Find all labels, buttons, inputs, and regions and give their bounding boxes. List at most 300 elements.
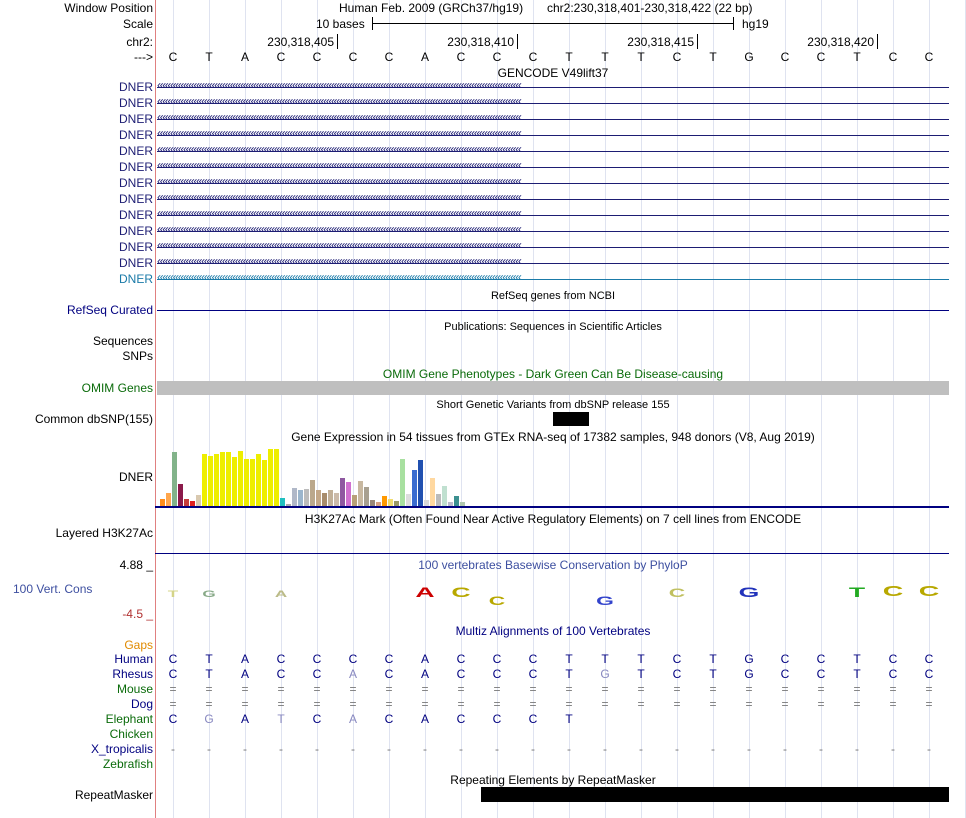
coordinate-tick	[517, 34, 518, 49]
gencode-transcript-line[interactable]	[157, 174, 949, 189]
multiz-base: G	[744, 667, 754, 681]
phylop-letter-glyph: C	[918, 583, 940, 600]
refseq-label[interactable]: RefSeq Curated	[66, 303, 153, 317]
multiz-base: =	[313, 697, 321, 711]
gencode-transcript-line[interactable]	[157, 158, 949, 173]
multiz-base: =	[493, 682, 501, 696]
phylop-letter[interactable]	[447, 584, 475, 600]
phylop-letter[interactable]	[195, 589, 223, 599]
gencode-transcript-label[interactable]: DNER	[118, 96, 153, 110]
gencode-transcript-label[interactable]: DNER	[118, 80, 153, 94]
multiz-base: C	[312, 667, 322, 681]
multiz-base: =	[637, 697, 645, 711]
coordinate-tick	[877, 34, 878, 49]
multiz-base: -	[279, 742, 283, 756]
gencode-transcript-label[interactable]: DNER	[118, 112, 153, 126]
multiz-base: A	[420, 667, 430, 681]
multiz-base: T	[565, 667, 573, 681]
multiz-base: C	[384, 652, 394, 666]
multiz-base: -	[891, 742, 895, 756]
publications-label[interactable]: Sequences	[92, 334, 153, 348]
gencode-strand-arrows: ‹‹‹‹‹‹‹‹‹‹‹‹‹‹‹‹‹‹‹‹‹‹‹‹‹‹‹‹‹‹‹‹‹‹‹‹‹‹‹‹‹‹‹‹‹‹‹‹‹‹‹‹‹‹‹‹‹‹‹‹‹‹‹‹‹‹‹‹‹‹‹‹‹‹‹‹‹‹‹‹‹‹‹‹‹‹‹‹‹‹‹‹‹‹‹‹‹‹‹‹‹‹‹‹‹‹‹‹‹‹‹‹‹‹‹‹‹‹‹‹‹‹‹‹‹‹‹‹‹‹‹‹‹‹‹‹‹‹‹‹	[157, 126, 521, 140]
gencode-transcript-line[interactable]	[157, 94, 949, 109]
multiz-base: C	[492, 652, 502, 666]
multiz-base: C	[780, 667, 790, 681]
multiz-base: -	[423, 742, 427, 756]
gencode-transcript-line[interactable]	[157, 254, 949, 269]
multiz-base: =	[313, 682, 321, 696]
scale-bar-right-tick	[733, 17, 734, 30]
gtex-tissue-bar[interactable]	[292, 488, 297, 506]
phylop-track-title[interactable]: 100 vertebrates Basewise Conservation by PhyloP	[418, 558, 688, 572]
gtex-tissue-bar[interactable]	[160, 499, 165, 506]
multiz-base: A	[348, 712, 358, 726]
multiz-base: =	[853, 682, 861, 696]
reference-base: T	[853, 50, 861, 64]
multiz-base: =	[421, 682, 429, 696]
multiz-base: C	[384, 712, 394, 726]
multiz-species-label[interactable]: Dog	[130, 697, 153, 711]
gencode-transcript-line[interactable]	[157, 126, 949, 141]
multiz-base: C	[672, 652, 682, 666]
reference-base: T	[205, 50, 213, 64]
h3k27ac-label[interactable]: Layered H3K27Ac	[55, 526, 153, 540]
gtex-tissue-bar[interactable]	[418, 460, 423, 506]
multiz-base: -	[315, 742, 319, 756]
phylop-letter-glyph: T	[848, 584, 866, 600]
gencode-transcript-label[interactable]: DNER	[118, 160, 153, 174]
gencode-transcript-line[interactable]	[157, 190, 949, 205]
refseq-line	[157, 310, 949, 311]
multiz-base: T	[565, 652, 573, 666]
multiz-base: C	[312, 712, 322, 726]
multiz-base: =	[673, 697, 681, 711]
multiz-base: -	[639, 742, 643, 756]
reference-base: T	[565, 50, 573, 64]
gtex-tissue-bar[interactable]	[232, 457, 237, 506]
gtex-tissue-bar[interactable]	[238, 451, 243, 506]
gtex-tissue-bar[interactable]	[244, 459, 249, 506]
phylop-ymax: 4.88 _	[119, 558, 153, 572]
multiz-base: A	[420, 652, 430, 666]
multiz-base: T	[709, 667, 717, 681]
gtex-tissue-bar[interactable]	[214, 454, 219, 506]
multiz-base: =	[637, 682, 645, 696]
multiz-base: C	[492, 667, 502, 681]
multiz-base: -	[675, 742, 679, 756]
position-text: chr2:230,318,401-230,318,422 (22 bp)	[547, 1, 753, 15]
phylop-letter[interactable]	[915, 583, 943, 600]
gtex-tissue-bar[interactable]	[442, 486, 447, 506]
gtex-tissue-bar[interactable]	[412, 470, 417, 506]
multiz-base: =	[709, 682, 717, 696]
multiz-species-label[interactable]: Mouse	[116, 682, 153, 696]
gencode-strand-arrows: ‹‹‹‹‹‹‹‹‹‹‹‹‹‹‹‹‹‹‹‹‹‹‹‹‹‹‹‹‹‹‹‹‹‹‹‹‹‹‹‹‹‹‹‹‹‹‹‹‹‹‹‹‹‹‹‹‹‹‹‹‹‹‹‹‹‹‹‹‹‹‹‹‹‹‹‹‹‹‹‹‹‹‹‹‹‹‹‹‹‹‹‹‹‹‹‹‹‹‹‹‹‹‹‹‹‹‹‹‹‹‹‹‹‹‹‹‹‹‹‹‹‹‹‹‹‹‹‹‹‹‹‹‹‹‹‹‹‹‹‹	[157, 142, 521, 156]
gtex-tissue-bar[interactable]	[274, 449, 279, 506]
multiz-base: =	[385, 682, 393, 696]
phylop-letter-glyph: A	[274, 589, 288, 599]
phylop-letter-glyph: C	[882, 583, 904, 600]
multiz-base: -	[171, 742, 175, 756]
coordinate-label: 230,318,405	[267, 35, 334, 49]
multiz-base: C	[816, 652, 826, 666]
multiz-base: =	[493, 697, 501, 711]
multiz-base: -	[783, 742, 787, 756]
multiz-base: A	[420, 712, 430, 726]
reference-base: T	[601, 50, 609, 64]
multiz-base: C	[348, 652, 358, 666]
multiz-base: =	[817, 682, 825, 696]
multiz-base: =	[277, 697, 285, 711]
scale-db: hg19	[742, 17, 769, 31]
phylop-ymin: -4.5 _	[122, 607, 153, 621]
gencode-strand-arrows: ‹‹‹‹‹‹‹‹‹‹‹‹‹‹‹‹‹‹‹‹‹‹‹‹‹‹‹‹‹‹‹‹‹‹‹‹‹‹‹‹‹‹‹‹‹‹‹‹‹‹‹‹‹‹‹‹‹‹‹‹‹‹‹‹‹‹‹‹‹‹‹‹‹‹‹‹‹‹‹‹‹‹‹‹‹‹‹‹‹‹‹‹‹‹‹‹‹‹‹‹‹‹‹‹‹‹‹‹‹‹‹‹‹‹‹‹‹‹‹‹‹‹‹‹‹‹‹‹‹‹‹‹‹‹‹‹‹‹‹‹	[157, 190, 521, 204]
multiz-base: C	[816, 667, 826, 681]
multiz-base: -	[495, 742, 499, 756]
gtex-tissue-bar[interactable]	[400, 459, 405, 506]
gtex-tissue-bar[interactable]	[268, 449, 273, 506]
assembly-name: Human Feb. 2009 (GRCh37/hg19)	[339, 1, 524, 15]
multiz-base: C	[384, 667, 394, 681]
multiz-base: =	[889, 682, 897, 696]
gencode-transcript-label[interactable]: DNER	[118, 192, 153, 206]
data-area-left-border	[155, 0, 156, 818]
multiz-base: A	[348, 667, 358, 681]
gtex-tissue-bar[interactable]	[352, 495, 357, 506]
gencode-transcript-line[interactable]	[157, 78, 949, 93]
multiz-base: C	[456, 667, 466, 681]
gaps-label: Gaps	[124, 638, 153, 652]
repeatmasker-element[interactable]	[481, 787, 949, 802]
gencode-transcript-line[interactable]	[157, 142, 949, 157]
multiz-species-label[interactable]: Zebrafish	[102, 757, 153, 771]
gtex-tissue-bar[interactable]	[430, 478, 435, 506]
multiz-base: T	[637, 667, 645, 681]
gencode-transcript-label[interactable]: DNER	[118, 144, 153, 158]
multiz-base: -	[207, 742, 211, 756]
phylop-letter[interactable]	[591, 594, 619, 608]
multiz-base: =	[817, 697, 825, 711]
gtex-tissue-bar[interactable]	[382, 496, 387, 506]
gencode-strand-arrows: ‹‹‹‹‹‹‹‹‹‹‹‹‹‹‹‹‹‹‹‹‹‹‹‹‹‹‹‹‹‹‹‹‹‹‹‹‹‹‹‹‹‹‹‹‹‹‹‹‹‹‹‹‹‹‹‹‹‹‹‹‹‹‹‹‹‹‹‹‹‹‹‹‹‹‹‹‹‹‹‹‹‹‹‹‹‹‹‹‹‹‹‹‹‹‹‹‹‹‹‹‹‹‹‹‹‹‹‹‹‹‹‹‹‹‹‹‹‹‹‹‹‹‹‹‹‹‹‹‹‹‹‹‹‹‹‹‹‹‹‹	[157, 94, 521, 108]
multiz-base: T	[205, 652, 213, 666]
gtex-tissue-bar[interactable]	[184, 499, 189, 506]
gtex-tissue-bar[interactable]	[388, 499, 393, 506]
multiz-base: C	[924, 667, 934, 681]
multiz-base: -	[459, 742, 463, 756]
multiz-base: T	[709, 652, 717, 666]
multiz-base: =	[853, 697, 861, 711]
multiz-base: =	[385, 697, 393, 711]
refseq-track-title[interactable]: RefSeq genes from NCBI	[490, 290, 616, 302]
multiz-base: -	[531, 742, 535, 756]
multiz-species-label[interactable]: Chicken	[109, 727, 153, 741]
gtex-tissue-bar[interactable]	[256, 454, 261, 506]
coordinate-label: 230,318,415	[627, 35, 694, 49]
gtex-tissue-bar[interactable]	[406, 494, 411, 506]
gtex-tissue-bar[interactable]	[250, 459, 255, 506]
multiz-base: =	[601, 682, 609, 696]
gtex-tissue-bar[interactable]	[346, 482, 351, 506]
h3k27ac-track-title[interactable]: H3K27Ac Mark (Often Found Near Active Regulatory Elements) on 7 cell lines from ENCODE	[304, 512, 802, 526]
multiz-base: A	[240, 712, 250, 726]
multiz-base: G	[204, 712, 214, 726]
multiz-base: C	[168, 652, 178, 666]
multiz-base: =	[565, 697, 573, 711]
multiz-base: A	[240, 667, 250, 681]
gencode-transcript-line[interactable]	[157, 238, 949, 253]
multiz-base: =	[673, 682, 681, 696]
gtex-track-title[interactable]: Gene Expression in 54 tissues from GTEx RNA-seq of 17382 samples, 948 donors (V8, Aug 2019)	[291, 430, 815, 444]
gencode-strand-arrows: ‹‹‹‹‹‹‹‹‹‹‹‹‹‹‹‹‹‹‹‹‹‹‹‹‹‹‹‹‹‹‹‹‹‹‹‹‹‹‹‹‹‹‹‹‹‹‹‹‹‹‹‹‹‹‹‹‹‹‹‹‹‹‹‹‹‹‹‹‹‹‹‹‹‹‹‹‹‹‹‹‹‹‹‹‹‹‹‹‹‹‹‹‹‹‹‹‹‹‹‹‹‹‹‹‹‹‹‹‹‹‹‹‹‹‹‹‹‹‹‹‹‹‹‹‹‹‹‹‹‹‹‹‹‹‹‹‹‹‹‹	[157, 110, 521, 124]
gtex-tissue-bar[interactable]	[262, 460, 267, 506]
multiz-base: =	[205, 682, 213, 696]
gencode-transcript-label[interactable]: DNER	[118, 272, 153, 286]
phylop-letter-glyph: G	[596, 594, 614, 608]
multiz-base: =	[349, 682, 357, 696]
multiz-base: C	[888, 667, 898, 681]
reference-base: C	[348, 50, 358, 64]
publications-track-title[interactable]: Publications: Sequences in Scientific Articles	[444, 321, 662, 333]
multiz-base: =	[781, 697, 789, 711]
gencode-transcript-label[interactable]: DNER	[118, 224, 153, 238]
multiz-base: =	[565, 682, 573, 696]
multiz-base: =	[745, 682, 753, 696]
multiz-base: C	[168, 712, 178, 726]
reference-base: C	[312, 50, 322, 64]
multiz-base: T	[853, 667, 861, 681]
multiz-base: =	[169, 682, 177, 696]
gtex-tissue-bar[interactable]	[310, 480, 315, 506]
multiz-track-title[interactable]: Multiz Alignments of 100 Vertebrates	[455, 624, 651, 638]
multiz-base: =	[421, 697, 429, 711]
multiz-base: =	[457, 697, 465, 711]
reference-base: A	[420, 50, 430, 64]
multiz-base: =	[925, 697, 933, 711]
gtex-tissue-bar[interactable]	[178, 484, 183, 506]
multiz-species-label[interactable]: Elephant	[105, 712, 153, 726]
reference-base: A	[240, 50, 250, 64]
dbsnp-label[interactable]: Common dbSNP(155)	[34, 412, 153, 426]
repeatmasker-label[interactable]: RepeatMasker	[74, 788, 153, 802]
multiz-base: G	[600, 667, 610, 681]
scale-bar	[372, 23, 734, 24]
gtex-tissue-bar[interactable]	[298, 490, 303, 506]
gencode-transcript-line[interactable]	[157, 110, 949, 125]
reference-base: C	[456, 50, 466, 64]
multiz-base: C	[672, 667, 682, 681]
multiz-base: -	[711, 742, 715, 756]
gencode-strand-arrows: ‹‹‹‹‹‹‹‹‹‹‹‹‹‹‹‹‹‹‹‹‹‹‹‹‹‹‹‹‹‹‹‹‹‹‹‹‹‹‹‹‹‹‹‹‹‹‹‹‹‹‹‹‹‹‹‹‹‹‹‹‹‹‹‹‹‹‹‹‹‹‹‹‹‹‹‹‹‹‹‹‹‹‹‹‹‹‹‹‹‹‹‹‹‹‹‹‹‹‹‹‹‹‹‹‹‹‹‹‹‹‹‹‹‹‹‹‹‹‹‹‹‹‹‹‹‹‹‹‹‹‹‹‹‹‹‹‹‹‹‹	[157, 174, 521, 188]
multiz-base: =	[205, 697, 213, 711]
multiz-species-label[interactable]: Human	[114, 652, 153, 666]
phylop-letter-glyph: C	[451, 584, 471, 600]
multiz-base: =	[241, 697, 249, 711]
phylop-letter[interactable]	[483, 594, 511, 608]
phylop-letter[interactable]	[735, 584, 763, 600]
multiz-base: G	[744, 652, 754, 666]
multiz-base: -	[387, 742, 391, 756]
gtex-tissue-bar[interactable]	[364, 487, 369, 506]
h3k27ac-baseline	[155, 553, 949, 554]
gencode-strand-arrows: ‹‹‹‹‹‹‹‹‹‹‹‹‹‹‹‹‹‹‹‹‹‹‹‹‹‹‹‹‹‹‹‹‹‹‹‹‹‹‹‹‹‹‹‹‹‹‹‹‹‹‹‹‹‹‹‹‹‹‹‹‹‹‹‹‹‹‹‹‹‹‹‹‹‹‹‹‹‹‹‹‹‹‹‹‹‹‹‹‹‹‹‹‹‹‹‹‹‹‹‹‹‹‹‹‹‹‹‹‹‹‹‹‹‹‹‹‹‹‹‹‹‹‹‹‹‹‹‹‹‹‹‹‹‹‹‹‹‹‹‹	[157, 222, 521, 236]
gtex-tissue-bar[interactable]	[220, 452, 225, 506]
multiz-base: =	[601, 697, 609, 711]
multiz-base: -	[243, 742, 247, 756]
reference-base: C	[780, 50, 790, 64]
multiz-base: -	[855, 742, 859, 756]
multiz-base: =	[241, 682, 249, 696]
multiz-base: =	[709, 697, 717, 711]
reference-base: C	[276, 50, 286, 64]
multiz-base: C	[924, 652, 934, 666]
multiz-base: C	[456, 652, 466, 666]
gtex-tissue-bar[interactable]	[304, 489, 309, 506]
multiz-base: C	[528, 712, 538, 726]
reference-base: C	[528, 50, 538, 64]
reference-base: C	[492, 50, 502, 64]
multiz-base: -	[351, 742, 355, 756]
scale-bar-left-tick	[372, 17, 373, 30]
gtex-tissue-bar[interactable]	[196, 495, 201, 506]
gtex-tissue-bar[interactable]	[334, 493, 339, 506]
gencode-strand-arrows: ‹‹‹‹‹‹‹‹‹‹‹‹‹‹‹‹‹‹‹‹‹‹‹‹‹‹‹‹‹‹‹‹‹‹‹‹‹‹‹‹‹‹‹‹‹‹‹‹‹‹‹‹‹‹‹‹‹‹‹‹‹‹‹‹‹‹‹‹‹‹‹‹‹‹‹‹‹‹‹‹‹‹‹‹‹‹‹‹‹‹‹‹‹‹‹‹‹‹‹‹‹‹‹‹‹‹‹‹‹‹‹‹‹‹‹‹‹‹‹‹‹‹‹‹‹‹‹‹‹‹‹‹‹‹‹‹‹‹‹‹	[157, 254, 521, 268]
reference-base: C	[168, 50, 178, 64]
multiz-base: T	[277, 712, 285, 726]
coordinate-label: 230,318,420	[807, 35, 874, 49]
gencode-strand-arrows: ‹‹‹‹‹‹‹‹‹‹‹‹‹‹‹‹‹‹‹‹‹‹‹‹‹‹‹‹‹‹‹‹‹‹‹‹‹‹‹‹‹‹‹‹‹‹‹‹‹‹‹‹‹‹‹‹‹‹‹‹‹‹‹‹‹‹‹‹‹‹‹‹‹‹‹‹‹‹‹‹‹‹‹‹‹‹‹‹‹‹‹‹‹‹‹‹‹‹‹‹‹‹‹‹‹‹‹‹‹‹‹‹‹‹‹‹‹‹‹‹‹‹‹‹‹‹‹‹‹‹‹‹‹‹‹‹‹‹‹‹	[157, 158, 521, 172]
phylop-label[interactable]: 100 Vert. Cons	[13, 582, 93, 596]
gencode-transcript-label[interactable]: DNER	[118, 176, 153, 190]
omim-track-title[interactable]: OMIM Gene Phenotypes - Dark Green Can Be Disease-causing	[382, 367, 724, 381]
multiz-base: C	[528, 652, 538, 666]
phylop-letter[interactable]	[267, 589, 295, 599]
multiz-base: T	[565, 712, 573, 726]
multiz-base: C	[276, 652, 286, 666]
multiz-base: =	[169, 697, 177, 711]
multiz-base: C	[276, 667, 286, 681]
gtex-tissue-bar[interactable]	[226, 452, 231, 506]
phylop-letter-glyph: A	[415, 584, 435, 600]
gtex-tissue-bar[interactable]	[322, 493, 327, 506]
multiz-base: T	[601, 652, 609, 666]
multiz-base: C	[780, 652, 790, 666]
multiz-base: C	[168, 667, 178, 681]
dbsnp-track-title[interactable]: Short Genetic Variants from dbSNP release 155	[436, 399, 670, 411]
multiz-base: -	[927, 742, 931, 756]
gencode-transcript-line[interactable]	[157, 270, 949, 285]
dbsnp-variant[interactable]	[553, 412, 589, 426]
gencode-transcript-line[interactable]	[157, 222, 949, 237]
omim-label[interactable]: OMIM Genes	[81, 381, 153, 395]
multiz-base: =	[781, 682, 789, 696]
window-position-label: Window Position	[64, 1, 153, 15]
strand-label: --->	[134, 50, 153, 64]
scale-text: 10 bases	[316, 17, 365, 31]
gtex-tissue-bar[interactable]	[358, 481, 363, 506]
snps-label[interactable]: SNPs	[122, 349, 153, 363]
multiz-base: =	[925, 682, 933, 696]
phylop-letter-glyph: C	[488, 594, 506, 608]
multiz-base: =	[889, 697, 897, 711]
gtex-tissue-bar[interactable]	[328, 490, 333, 506]
gtex-tissue-bar[interactable]	[202, 454, 207, 506]
multiz-base: T	[853, 652, 861, 666]
multiz-base: T	[205, 667, 213, 681]
gtex-tissue-bar[interactable]	[208, 456, 213, 506]
gtex-tissue-bar[interactable]	[454, 496, 459, 506]
multiz-base: =	[529, 682, 537, 696]
scale-label: Scale	[122, 17, 153, 31]
multiz-base: =	[349, 697, 357, 711]
multiz-base: -	[603, 742, 607, 756]
reference-base: C	[888, 50, 898, 64]
multiz-base: C	[456, 712, 466, 726]
gencode-strand-arrows: ‹‹‹‹‹‹‹‹‹‹‹‹‹‹‹‹‹‹‹‹‹‹‹‹‹‹‹‹‹‹‹‹‹‹‹‹‹‹‹‹‹‹‹‹‹‹‹‹‹‹‹‹‹‹‹‹‹‹‹‹‹‹‹‹‹‹‹‹‹‹‹‹‹‹‹‹‹‹‹‹‹‹‹‹‹‹‹‹‹‹‹‹‹‹‹‹‹‹‹‹‹‹‹‹‹‹‹‹‹‹‹‹‹‹‹‹‹‹‹‹‹‹‹‹‹‹‹‹‹‹‹‹‹‹‹‹‹‹‹‹	[157, 238, 521, 252]
multiz-base: A	[240, 652, 250, 666]
multiz-species-label[interactable]: X_tropicalis	[90, 742, 153, 756]
multiz-base: C	[312, 652, 322, 666]
gtex-baseline	[155, 506, 949, 508]
gtex-tissue-bar[interactable]	[280, 498, 285, 506]
repeatmasker-track-title[interactable]: Repeating Elements by RepeatMasker	[450, 773, 656, 787]
multiz-base: C	[492, 712, 502, 726]
coordinate-tick	[697, 34, 698, 49]
multiz-base: -	[819, 742, 823, 756]
gtex-tissue-bar[interactable]	[340, 478, 345, 506]
multiz-base: =	[277, 682, 285, 696]
reference-base: C	[816, 50, 826, 64]
gencode-transcript-label[interactable]: DNER	[118, 240, 153, 254]
gencode-track-title[interactable]: GENCODE V49lift37	[497, 66, 609, 80]
gtex-tissue-bar[interactable]	[436, 494, 441, 506]
gencode-strand-arrows: ‹‹‹‹‹‹‹‹‹‹‹‹‹‹‹‹‹‹‹‹‹‹‹‹‹‹‹‹‹‹‹‹‹‹‹‹‹‹‹‹‹‹‹‹‹‹‹‹‹‹‹‹‹‹‹‹‹‹‹‹‹‹‹‹‹‹‹‹‹‹‹‹‹‹‹‹‹‹‹‹‹‹‹‹‹‹‹‹‹‹‹‹‹‹‹‹‹‹‹‹‹‹‹‹‹‹‹‹‹‹‹‹‹‹‹‹‹‹‹‹‹‹‹‹‹‹‹‹‹‹‹‹‹‹‹‹‹‹‹‹	[157, 206, 521, 220]
gencode-strand-arrows: ‹‹‹‹‹‹‹‹‹‹‹‹‹‹‹‹‹‹‹‹‹‹‹‹‹‹‹‹‹‹‹‹‹‹‹‹‹‹‹‹‹‹‹‹‹‹‹‹‹‹‹‹‹‹‹‹‹‹‹‹‹‹‹‹‹‹‹‹‹‹‹‹‹‹‹‹‹‹‹‹‹‹‹‹‹‹‹‹‹‹‹‹‹‹‹‹‹‹‹‹‹‹‹‹‹‹‹‹‹‹‹‹‹‹‹‹‹‹‹‹‹‹‹‹‹‹‹‹‹‹‹‹‹‹‹‹‹‹‹‹	[157, 270, 521, 284]
reference-base: C	[384, 50, 394, 64]
reference-base: C	[924, 50, 934, 64]
phylop-letter[interactable]	[663, 586, 691, 600]
gencode-transcript-line[interactable]	[157, 206, 949, 221]
multiz-base: =	[457, 682, 465, 696]
phylop-letter-glyph: C	[668, 586, 686, 600]
chr-label: chr2:	[126, 35, 153, 49]
multiz-base: C	[528, 667, 538, 681]
omim-feature-bar[interactable]	[157, 381, 949, 395]
reference-base: T	[637, 50, 645, 64]
gencode-transcript-label[interactable]: DNER	[118, 128, 153, 142]
reference-base: C	[672, 50, 682, 64]
reference-base: G	[744, 50, 754, 64]
gencode-transcript-label[interactable]: DNER	[118, 256, 153, 270]
multiz-base: T	[637, 652, 645, 666]
multiz-base: -	[747, 742, 751, 756]
multiz-base: C	[888, 652, 898, 666]
coordinate-tick	[337, 34, 338, 49]
gtex-tissue-bar[interactable]	[166, 493, 171, 506]
gencode-transcript-label[interactable]: DNER	[118, 208, 153, 222]
multiz-base: =	[529, 697, 537, 711]
phylop-letter-glyph: G	[202, 589, 216, 599]
gencode-strand-arrows: ‹‹‹‹‹‹‹‹‹‹‹‹‹‹‹‹‹‹‹‹‹‹‹‹‹‹‹‹‹‹‹‹‹‹‹‹‹‹‹‹‹‹‹‹‹‹‹‹‹‹‹‹‹‹‹‹‹‹‹‹‹‹‹‹‹‹‹‹‹‹‹‹‹‹‹‹‹‹‹‹‹‹‹‹‹‹‹‹‹‹‹‹‹‹‹‹‹‹‹‹‹‹‹‹‹‹‹‹‹‹‹‹‹‹‹‹‹‹‹‹‹‹‹‹‹‹‹‹‹‹‹‹‹‹‹‹‹‹‹‹	[157, 78, 521, 92]
gtex-label[interactable]: DNER	[118, 470, 153, 484]
gtex-tissue-bar[interactable]	[316, 490, 321, 506]
multiz-species-label[interactable]: Rhesus	[112, 667, 153, 681]
phylop-letter-glyph: T	[167, 589, 179, 599]
multiz-base: -	[567, 742, 571, 756]
gtex-tissue-bar[interactable]	[172, 452, 177, 506]
coordinate-label: 230,318,410	[447, 35, 514, 49]
reference-base: T	[709, 50, 717, 64]
